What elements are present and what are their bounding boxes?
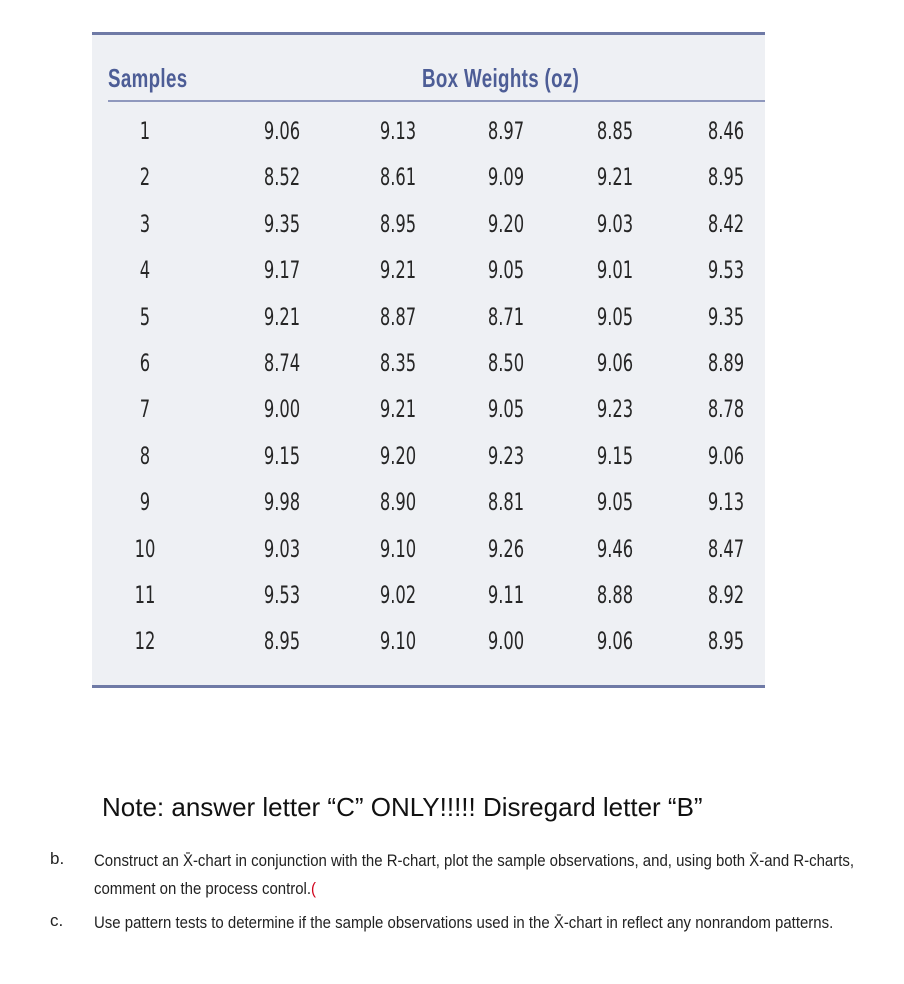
weight-value: 9.00 xyxy=(487,627,525,656)
question-b-letter: b. xyxy=(50,849,65,868)
table-row xyxy=(92,535,765,575)
weight-value: 9.05 xyxy=(596,302,634,331)
box-weights-table xyxy=(92,32,765,688)
question-b-body: Construct an X̄-chart in conjunction with the R-chart, plot the sample observations, and, using both X̄-and R-charts, comment on the process control. xyxy=(94,851,855,898)
weight-value: 9.06 xyxy=(707,441,745,470)
weight-value: 8.74 xyxy=(263,349,301,377)
header-samples: Samples xyxy=(108,63,188,93)
weight-value: 9.35 xyxy=(707,302,745,331)
weight-value: 8.95 xyxy=(263,627,301,656)
weight-value: 9.98 xyxy=(263,488,301,517)
table-row xyxy=(92,581,765,621)
header-rule xyxy=(108,100,765,102)
weight-value: 9.05 xyxy=(487,256,525,285)
weight-value: 9.21 xyxy=(379,395,417,424)
weight-value: 8.89 xyxy=(707,349,745,377)
sample-number: 7 xyxy=(139,395,151,424)
weight-value: 8.90 xyxy=(379,488,417,517)
table-row xyxy=(92,627,765,667)
weight-value: 9.05 xyxy=(487,395,525,424)
weight-value: 9.02 xyxy=(379,581,417,609)
weight-value: 8.71 xyxy=(487,302,525,331)
weight-value: 9.03 xyxy=(263,534,301,563)
weight-value: 8.52 xyxy=(263,163,301,192)
weight-value: 8.50 xyxy=(487,349,525,377)
table-row xyxy=(92,488,765,528)
weight-value: 8.97 xyxy=(487,117,525,145)
weight-value: 9.20 xyxy=(379,441,417,470)
weight-value: 9.10 xyxy=(379,627,417,656)
weight-value: 9.23 xyxy=(596,395,634,424)
weight-value: 9.53 xyxy=(707,256,745,285)
question-c-letter: c. xyxy=(50,911,64,930)
sample-number: 2 xyxy=(139,163,151,192)
weight-value: 8.88 xyxy=(596,581,634,609)
weight-value: 8.95 xyxy=(707,627,745,656)
sample-number: 11 xyxy=(134,581,156,609)
weight-value: 9.26 xyxy=(487,534,525,563)
weight-value: 8.42 xyxy=(707,209,745,238)
table-row xyxy=(92,256,765,296)
weight-value: 9.13 xyxy=(707,488,745,517)
sample-number: 3 xyxy=(139,209,151,238)
weight-value: 9.05 xyxy=(596,488,634,517)
weight-value: 9.11 xyxy=(487,581,525,609)
weight-value: 9.03 xyxy=(596,209,634,238)
weight-value: 9.46 xyxy=(596,534,634,563)
question-b-mark: ( xyxy=(311,879,317,898)
weight-value: 8.46 xyxy=(707,117,745,145)
sample-number: 9 xyxy=(139,488,151,517)
sample-number: 8 xyxy=(139,441,151,470)
weight-value: 9.21 xyxy=(596,163,634,192)
header-box-weights: Box Weights (oz) xyxy=(422,63,580,93)
weight-value: 8.87 xyxy=(379,302,417,331)
weight-value: 8.47 xyxy=(707,534,745,563)
weight-value: 9.21 xyxy=(379,256,417,285)
sample-number: 6 xyxy=(139,349,151,377)
weight-value: 9.09 xyxy=(487,163,525,192)
sample-number: 1 xyxy=(139,117,151,145)
weight-value: 9.06 xyxy=(596,627,634,656)
sample-number: 4 xyxy=(139,256,151,285)
weight-value: 8.95 xyxy=(707,163,745,192)
sample-number: 12 xyxy=(134,627,156,656)
weight-value: 8.78 xyxy=(707,395,745,424)
question-b-text xyxy=(94,847,860,903)
weight-value: 9.06 xyxy=(263,117,301,145)
weight-value: 8.95 xyxy=(379,209,417,238)
weight-value: 8.61 xyxy=(379,163,417,192)
weight-value: 9.13 xyxy=(379,117,417,145)
weight-value: 9.21 xyxy=(263,302,301,331)
note-text: Note: answer letter “C” ONLY!!!!! Disregard letter “B” xyxy=(102,792,703,822)
weight-value: 9.06 xyxy=(596,349,634,377)
weight-value: 8.35 xyxy=(379,349,417,377)
table-row xyxy=(92,349,765,389)
table-row xyxy=(92,117,765,157)
weight-value: 9.35 xyxy=(263,209,301,238)
question-c-text: Use pattern tests to determine if the sample observations used in the X̄-chart in reflect any nonrandom patterns. xyxy=(94,913,834,932)
weight-value: 9.01 xyxy=(596,256,634,285)
weight-value: 9.15 xyxy=(263,441,301,470)
table-row xyxy=(92,395,765,435)
weight-value: 9.20 xyxy=(487,209,525,238)
weight-value: 8.92 xyxy=(707,581,745,609)
weight-value: 9.17 xyxy=(263,256,301,285)
sample-number: 5 xyxy=(139,302,151,331)
weight-value: 8.81 xyxy=(487,488,525,517)
table-row xyxy=(92,442,765,482)
table-row xyxy=(92,163,765,203)
weight-value: 9.53 xyxy=(263,581,301,609)
weight-value: 9.15 xyxy=(596,441,634,470)
weight-value: 8.85 xyxy=(596,117,634,145)
sample-number: 10 xyxy=(134,534,156,563)
weight-value: 9.23 xyxy=(487,441,525,470)
weight-value: 9.00 xyxy=(263,395,301,424)
table-row xyxy=(92,303,765,343)
weight-value: 9.10 xyxy=(379,534,417,563)
table-row xyxy=(92,210,765,250)
